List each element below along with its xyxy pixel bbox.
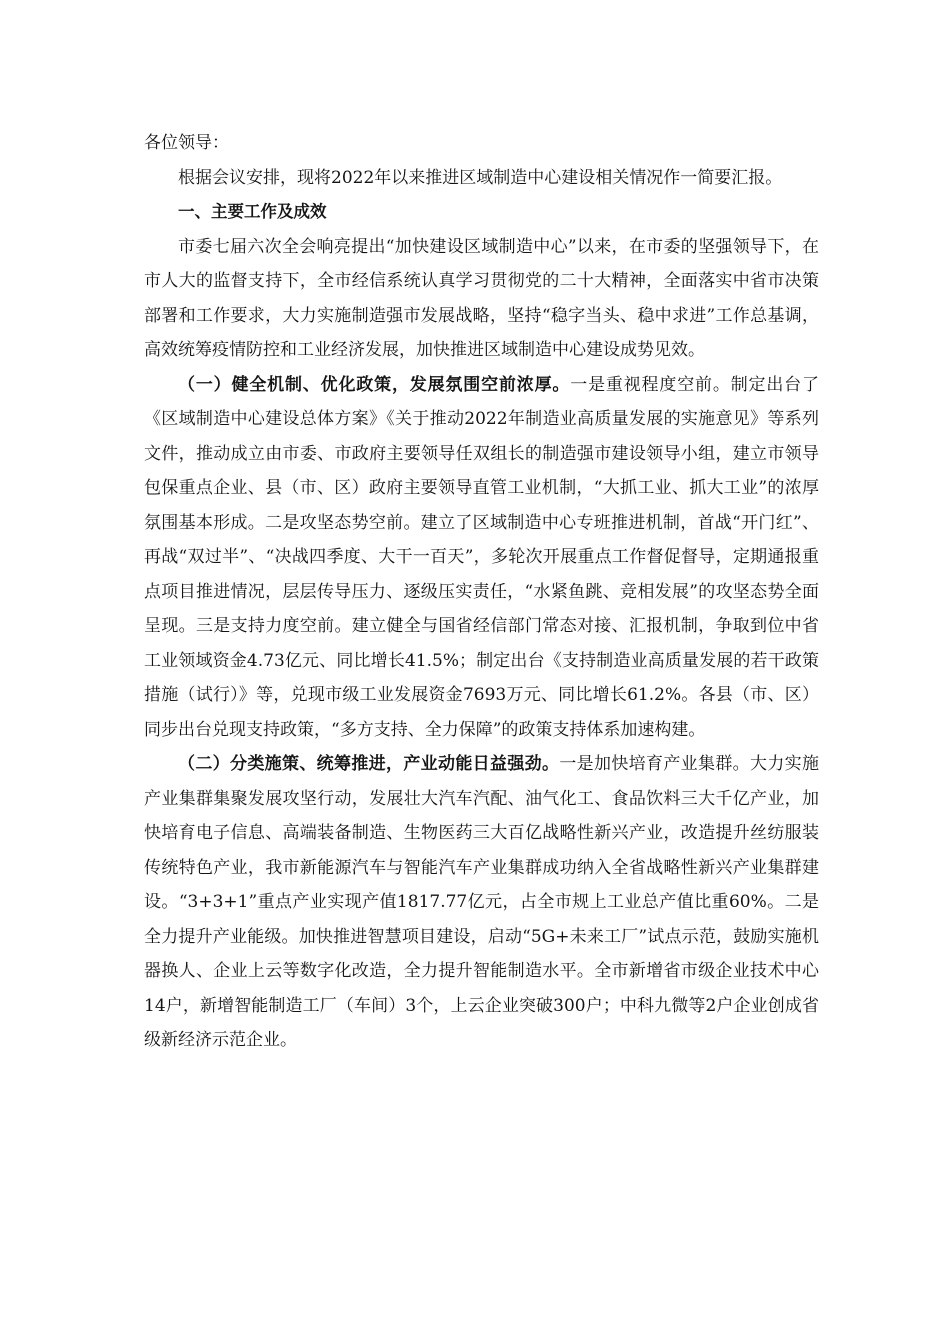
intro-paragraph: 根据会议安排，现将2022年以来推进区域制造中心建设相关情况作一简要汇报。: [178, 167, 783, 188]
subsection-2-title: （二）分类施策、统筹推进，产业动能日益强劲。: [178, 754, 560, 774]
subsection-1-paragraph: [144, 368, 819, 748]
subsection-2-paragraph: [144, 747, 819, 1058]
subsection-2-body: 一是加快培育产业集群。大力实施产业集群集聚发展攻坚行动，发展壮大汽车汽配、油气化工、食品饮料三大千亿产业，加快培育电子信息、高端装备制造、生物医药三大百亿战略性新兴产业，改造提升丝纺服装传统特色产业，我市新能源汽车与智能汽车产业集群成功纳入全省战略性新兴产业集群建设。“3+3+1”重点产业实现产值1817.77亿元，占全市规上工业总产值比重60%。二是全力提升产业能级。加快推进智慧项目建设，启动“5G+未来工厂”试点示范，鼓励实施机器换人、企业上云等数字化改造，全力提升智能制造水平。全市新增省市级企业技术中心14户，新增智能制造工厂（车间）3个，上云企业突破300户；中科九微等2户企业创成省级新经济示范企业。: [144, 754, 820, 1050]
salutation: 各位领导：: [144, 133, 229, 153]
document-page: [144, 126, 819, 1058]
section-heading: 一、主要工作及成效: [178, 202, 327, 221]
subsection-1-body: 一是重视程度空前。制定出台了《区域制造中心建设总体方案》《关于推动2022年制造业高质量发展的实施意见》等系列文件，推动成立由市委、市政府主要领导任双组长的制造强市建设领导小组，建立市领导包保重点企业、县（市、区）政府主要领导直管工业机制，“大抓工业、抓大工业”的浓厚氛围基本形成。二是攻坚态势空前。建立了区域制造中心专班推进机制，首战“开门红”、再战“双过半”、“决战四季度、大干一百天”，多轮次开展重点工作督促督导，定期通报重点项目推进情况，层层传导压力、逐级压实责任，“水紧鱼跳、竞相发展”的攻坚态势全面呈现。三是支持力度空前。建立健全与国省经信部门常态对接、汇报机制，争取到位中省工业领域资金4.73亿元、同比增长41.5%；制定出台《支持制造业高质量发展的若干政策措施（试行）》等，兑现市级工业发展资金7693万元、同比增长61.2%。各县（市、区）同步出台兑现支持政策，“多方支持、全力保障”的政策支持体系加速构建。: [144, 374, 820, 740]
overview-paragraph: 市委七届六次全会响亮提出“加快建设区域制造中心”以来，在市委的坚强领导下，在市人大的监督支持下，全市经信系统认真学习贯彻党的二十大精神，全面落实中省市决策部署和工作要求，大力实施制造强市发展战略，坚持“稳字当头、稳中求进”工作总基调，高效统筹疫情防控和工业经济发展，加快推进区域制造中心建设成势见效。: [144, 236, 819, 360]
subsection-1-title: （一）健全机制、优化政策，发展氛围空前浓厚。: [178, 374, 571, 395]
